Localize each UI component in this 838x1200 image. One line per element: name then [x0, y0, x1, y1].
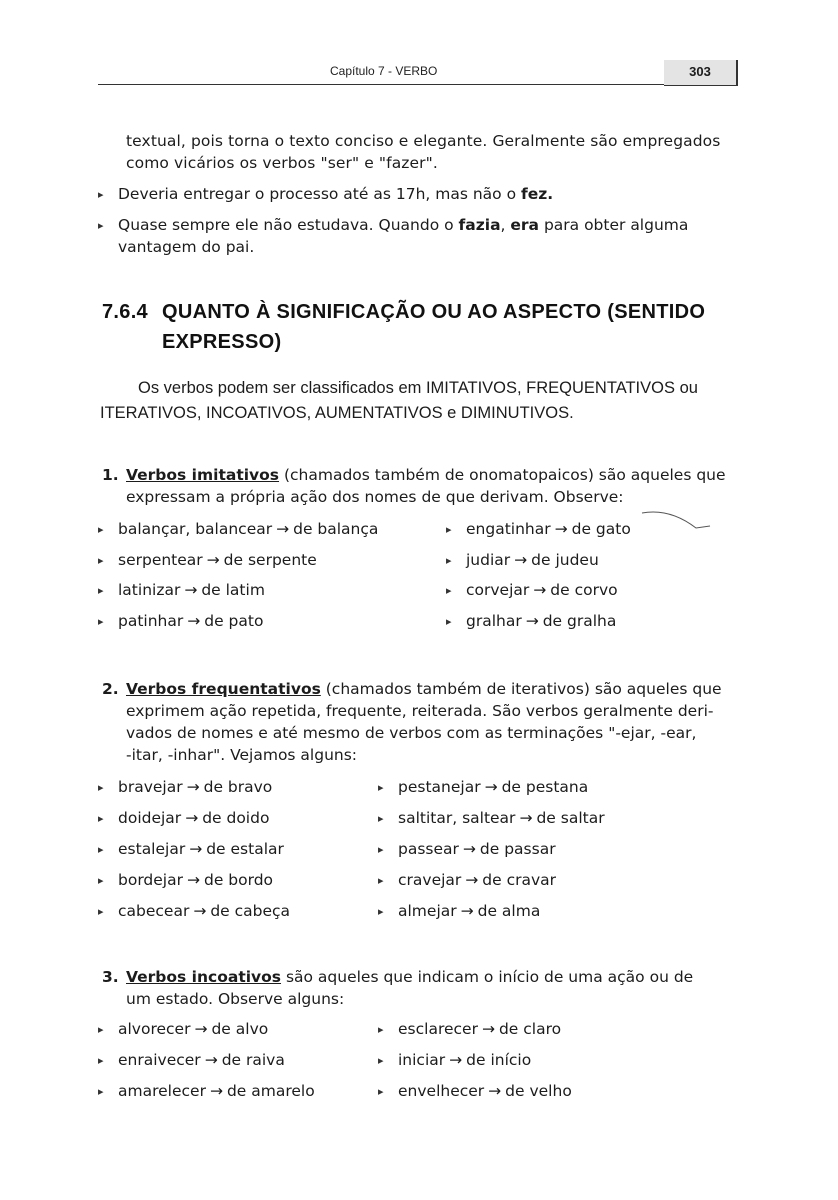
bullet-icon: ▸ — [98, 1085, 104, 1098]
header-rule — [98, 84, 690, 85]
intro-line-1: textual, pois torna o texto conciso e elegante. Geralmente são empregados — [126, 132, 721, 150]
verb-example — [378, 1049, 531, 1072]
verb-example — [98, 1080, 315, 1103]
verb: estalejar — [118, 840, 186, 858]
bullet-icon: ▸ — [446, 614, 452, 628]
arrow-icon: → — [186, 871, 200, 889]
verb: almejar — [398, 902, 457, 920]
verb-example — [378, 1080, 572, 1103]
verb: envelhecer — [398, 1082, 485, 1100]
verb: cabecear — [118, 902, 190, 920]
verb-example — [98, 900, 290, 923]
origin: de pestana — [501, 778, 589, 796]
verb-example — [98, 1018, 268, 1041]
bullet-icon: ▸ — [446, 523, 452, 536]
verb-example — [98, 579, 265, 602]
arrow-icon: → — [194, 1020, 208, 1038]
origin: de bravo — [203, 778, 273, 796]
arrow-icon: → — [184, 581, 198, 599]
section-title-line-1: QUANTO À SIGNIFICAÇÃO OU AO ASPECTO (SENTIDO — [162, 301, 706, 323]
verb-example — [378, 1018, 561, 1041]
verb-example — [98, 518, 378, 541]
origin: de pato — [204, 611, 264, 630]
origin: de cabeça — [210, 902, 291, 920]
verb: gralhar — [466, 611, 522, 630]
bullet-icon: ▸ — [98, 219, 104, 232]
arrow-icon: → — [481, 1020, 495, 1038]
verb-example — [446, 549, 599, 572]
item-1-heading: 1. Verbos imitativos (chamados também de onomatopaicos) são aqueles que expressam a própria ação dos nomes de que derivam. Observe: — [102, 466, 726, 506]
bullet-icon: ▸ — [98, 812, 104, 825]
verb-example — [446, 579, 618, 602]
bullet-icon: ▸ — [378, 1085, 384, 1098]
verb-example — [378, 807, 605, 830]
verb: cravejar — [398, 871, 462, 889]
section-heading — [102, 297, 742, 357]
bullet-icon: ▸ — [378, 781, 384, 794]
bullet-icon: ▸ — [446, 553, 452, 567]
item-number: 1. — [102, 466, 119, 484]
section-lead-line-2: ITERATIVOS, INCOATIVOS, AUMENTATIVOS e DIMINUTIVOS. — [100, 404, 574, 422]
section-title-line-2: EXPRESSO) — [162, 331, 282, 353]
verb: doidejar — [118, 809, 182, 827]
verb: balançar, balancear — [118, 520, 273, 538]
verb: alvorecer — [118, 1020, 191, 1038]
item-2-heading: 2. Verbos frequentativos (chamados também de iterativos) são aqueles que exprimem ação repetida, frequente, reiterada. São verbos geralmente deri- vados de nomes e até mesmo de verbos com as terminações "-ejar, -ear, -itar, -inhar". Vejamos alguns: — [102, 680, 722, 764]
chapter-title: Capítulo 7 - VERBO — [330, 64, 438, 78]
verb-example — [98, 1049, 285, 1072]
arrow-icon: → — [465, 871, 479, 889]
verb: bravejar — [118, 778, 183, 796]
origin: de alma — [477, 902, 541, 920]
verb: corvejar — [466, 581, 530, 599]
pen-mark — [640, 510, 712, 532]
bullet-icon: ▸ — [98, 188, 104, 201]
item-term: Verbos frequentativos — [126, 680, 321, 698]
arrow-icon: → — [185, 809, 199, 827]
origin: de passar — [479, 840, 556, 858]
section-number: 7.6.4 — [102, 301, 148, 323]
verb: amarelecer — [118, 1082, 206, 1100]
origin: de serpente — [223, 550, 317, 569]
verb-example — [98, 807, 269, 830]
verb: passear — [398, 840, 459, 858]
verb: bordejar — [118, 871, 183, 889]
verb: judiar — [466, 550, 511, 569]
arrow-icon: → — [488, 1082, 502, 1100]
bullet-icon: ▸ — [98, 553, 104, 567]
example-1-bold: fez. — [521, 185, 554, 203]
arrow-icon: → — [206, 550, 220, 569]
origin: de alvo — [211, 1020, 269, 1038]
arrow-icon: → — [519, 809, 533, 827]
origin: de saltar — [536, 809, 605, 827]
bullet-icon: ▸ — [98, 843, 104, 856]
arrow-icon: → — [554, 520, 568, 538]
bullet-icon: ▸ — [378, 843, 384, 856]
arrow-icon: → — [193, 902, 207, 920]
item-number: 2. — [102, 680, 119, 698]
verb-example — [378, 869, 556, 892]
arrow-icon: → — [460, 902, 474, 920]
bullet-icon: ▸ — [378, 1054, 384, 1067]
verb-example — [98, 838, 284, 861]
verb: patinhar — [118, 611, 184, 630]
arrow-icon: → — [276, 520, 290, 538]
arrow-icon: → — [449, 1051, 463, 1069]
origin: de latim — [201, 581, 265, 599]
origin: de raiva — [221, 1051, 285, 1069]
arrow-icon: → — [209, 1082, 223, 1100]
origin: de claro — [498, 1020, 562, 1038]
origin: de gato — [571, 520, 631, 538]
verb: pestanejar — [398, 778, 481, 796]
bullet-icon: ▸ — [98, 1023, 104, 1036]
page-number: 303 — [664, 60, 738, 86]
bullet-icon: ▸ — [98, 905, 104, 918]
item-term: Verbos incoativos — [126, 968, 282, 986]
bullet-icon: ▸ — [378, 812, 384, 825]
bullet-icon: ▸ — [378, 1023, 384, 1036]
bullet-icon: ▸ — [446, 584, 452, 597]
origin: de estalar — [206, 840, 284, 858]
arrow-icon: → — [533, 581, 547, 599]
verb-example — [378, 900, 540, 923]
arrow-icon: → — [514, 550, 528, 569]
arrow-icon: → — [462, 840, 476, 858]
arrow-icon: → — [189, 840, 203, 858]
example-1: ▸ Deveria entregar o processo até as 17h, mas não o fez. — [98, 183, 553, 206]
origin: de início — [466, 1051, 532, 1069]
bullet-icon: ▸ — [98, 614, 104, 628]
verb-example — [98, 549, 317, 572]
verb-example — [98, 610, 263, 633]
bullet-icon: ▸ — [378, 874, 384, 887]
section-lead-line-1: Os verbos podem ser classificados em IMITATIVOS, FREQUENTATIVOS ou — [138, 379, 698, 397]
verb: enraivecer — [118, 1051, 201, 1069]
origin: de amarelo — [226, 1082, 315, 1100]
bullet-icon: ▸ — [98, 874, 104, 887]
verb-example — [98, 776, 272, 799]
bullet-icon: ▸ — [98, 781, 104, 794]
bullet-icon: ▸ — [98, 1054, 104, 1067]
origin: de balança — [293, 520, 379, 538]
origin: de corvo — [550, 581, 618, 599]
verb: saltitar, saltear — [398, 809, 516, 827]
origin: de judeu — [531, 550, 599, 569]
intro-paragraph — [126, 130, 746, 174]
verb: serpentear — [118, 550, 203, 569]
example-2-continuation: vantagem do pai. — [118, 238, 255, 256]
bullet-icon: ▸ — [378, 905, 384, 918]
example-2: ▸ Quase sempre ele não estudava. Quando o fazia, era para obter alguma — [98, 214, 688, 237]
verb: esclarecer — [398, 1020, 478, 1038]
item-number: 3. — [102, 968, 119, 986]
origin: de bordo — [203, 871, 274, 889]
arrow-icon: → — [484, 778, 498, 796]
arrow-icon: → — [187, 611, 201, 630]
arrow-icon: → — [204, 1051, 218, 1069]
origin: de velho — [505, 1082, 572, 1100]
verb-example — [378, 776, 588, 799]
item-3-heading: 3. Verbos incoativos são aqueles que indicam o início de uma ação ou de um estado. Observe alguns: — [102, 968, 694, 1008]
running-header — [98, 58, 738, 90]
verb: latinizar — [118, 581, 181, 599]
origin: de doido — [202, 809, 270, 827]
verb-example — [98, 869, 273, 892]
verb-example — [378, 838, 556, 861]
bullet-icon: ▸ — [98, 523, 104, 536]
verb-example — [446, 610, 616, 633]
arrow-icon: → — [525, 611, 539, 630]
verb: iniciar — [398, 1051, 446, 1069]
bullet-icon: ▸ — [98, 584, 104, 597]
origin: de cravar — [482, 871, 557, 889]
intro-line-2: como vicários os verbos "ser" e "fazer". — [126, 154, 438, 172]
verb: engatinhar — [466, 520, 551, 538]
item-term: Verbos imitativos — [126, 466, 280, 484]
verb-example — [446, 518, 631, 541]
arrow-icon: → — [186, 778, 200, 796]
origin: de gralha — [542, 611, 617, 630]
